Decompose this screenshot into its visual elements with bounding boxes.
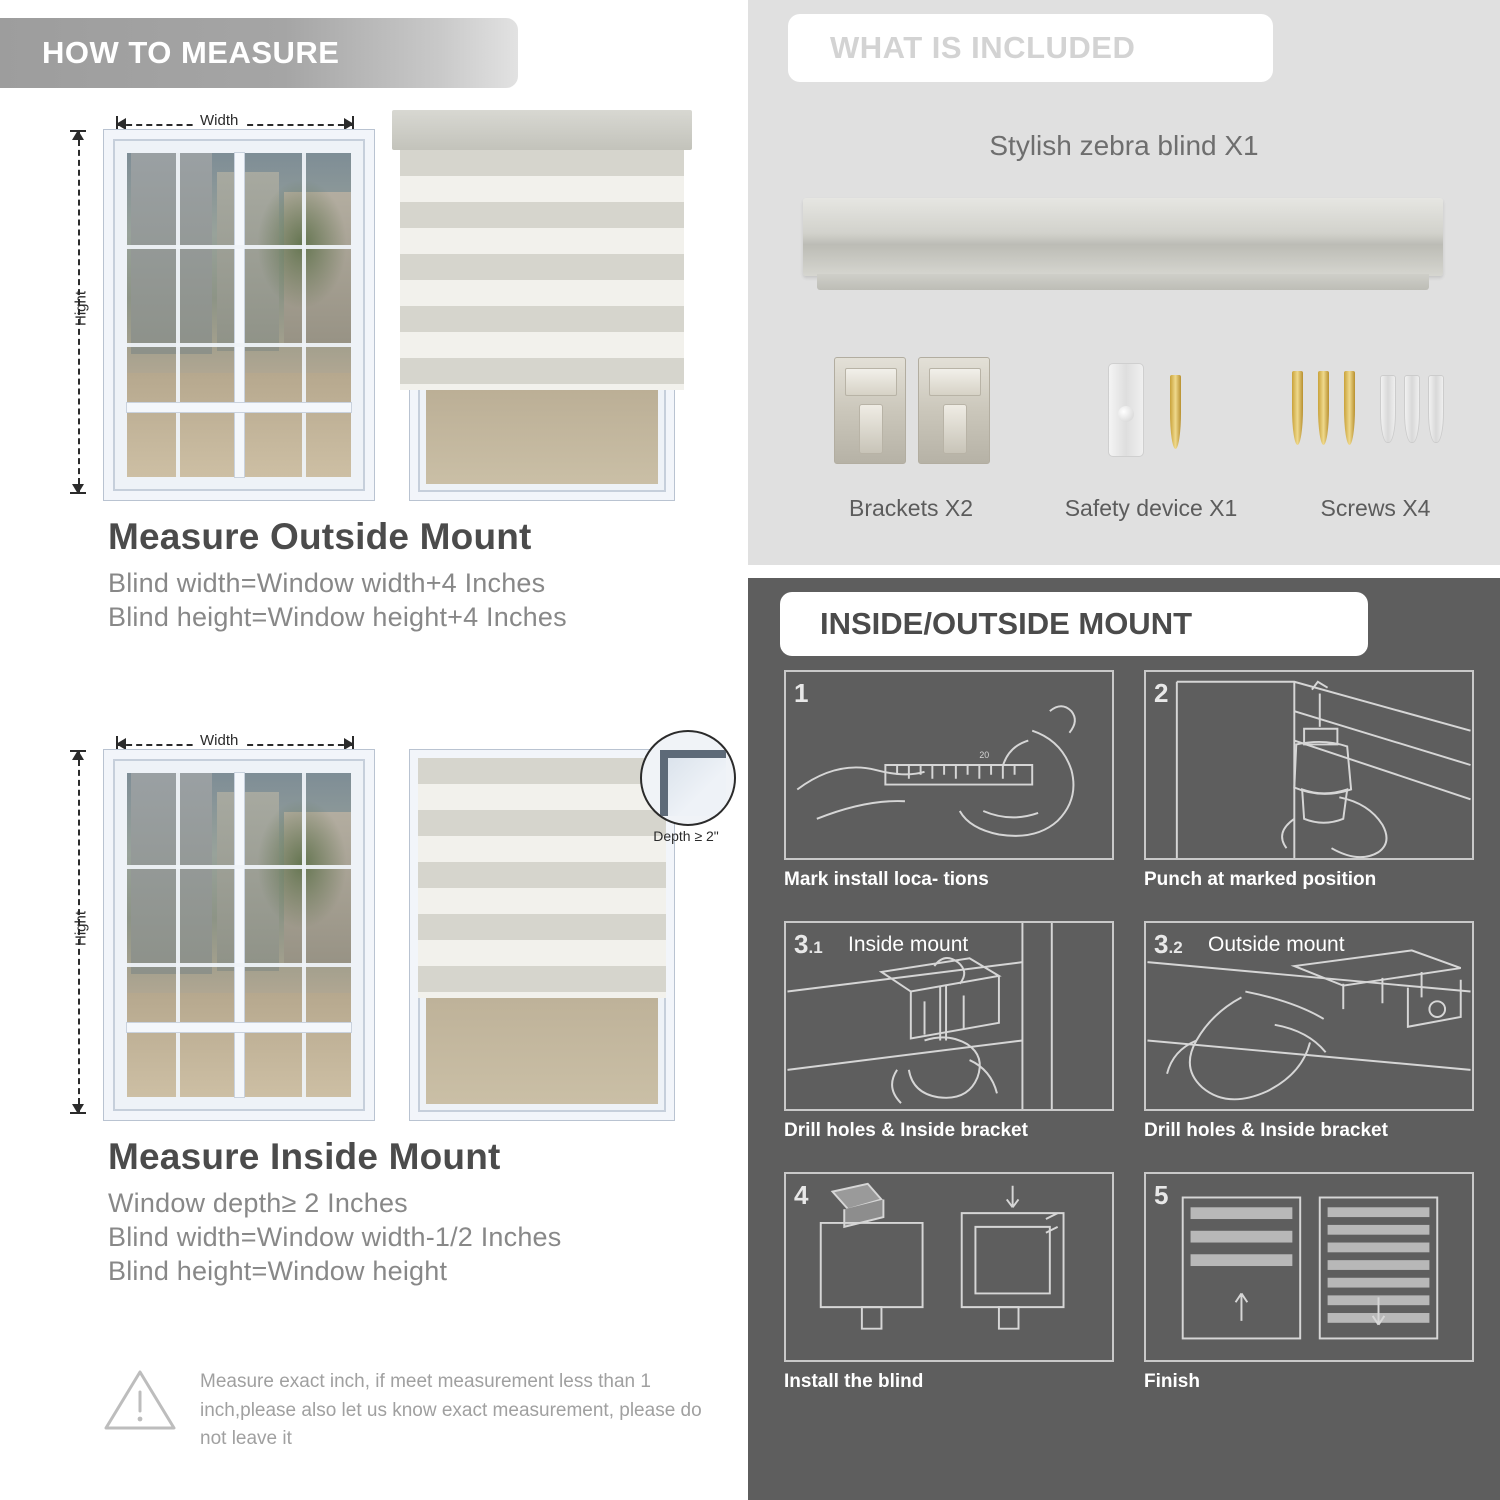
inside-mount-heading: Measure Inside Mount (108, 1136, 501, 1177)
part-brackets (786, 345, 1036, 521)
right-column (748, 0, 1500, 1500)
included-main-item-label: Stylish zebra blind X1 (989, 130, 1259, 161)
warning-triangle-icon (104, 1368, 176, 1432)
safety-screw-icon (1170, 375, 1181, 449)
install-step-1-number: 1 (794, 678, 809, 708)
outside-height-arrow-up (72, 130, 84, 140)
how-to-measure-banner-label: HOW TO MEASURE (42, 35, 340, 70)
blind-window-frame (410, 750, 674, 1120)
install-step-2-number: 2 (1154, 678, 1169, 708)
install-step-5-caption: Finish (1144, 1371, 1200, 1392)
svg-text:20: 20 (979, 750, 990, 761)
install-step-3-1-image (784, 921, 1114, 1111)
blind-fabric (400, 150, 684, 390)
install-step-4-caption: Install the blind (784, 1371, 924, 1392)
screw-icon-3 (1344, 371, 1355, 445)
outside-width-arrow-right (344, 118, 354, 130)
install-step-3-2 (1144, 921, 1474, 1142)
bracket-icon-2 (918, 357, 990, 464)
part-safety-device (1036, 345, 1266, 521)
depth-callout-label: Depth ≥ 2" (653, 828, 719, 844)
part-screws (1268, 345, 1483, 521)
install-step-3-1-number: 3.1 (794, 929, 823, 959)
outside-mount-line-1: Blind width=Window width+4 Inches (108, 568, 546, 598)
outside-mount-diagram (62, 100, 742, 500)
outside-window-illustration (104, 130, 374, 500)
window-frame (104, 750, 374, 1120)
inside-height-arrow-down (72, 1104, 84, 1114)
inside-height-arrow-up (72, 750, 84, 760)
hand-measuring-tape-sketch-icon (786, 672, 1112, 858)
install-step-5 (1144, 1172, 1474, 1393)
depth-callout-icon (640, 730, 736, 826)
inside-outside-mount-section (748, 578, 1500, 1500)
install-step-2 (1144, 670, 1474, 891)
install-step-3-1 (784, 921, 1114, 1142)
inside-outside-mount-banner-label: INSIDE/OUTSIDE MOUNT (820, 606, 1193, 641)
inside-mount-line-2: Blind width=Window width-1/2 Inches (108, 1222, 562, 1252)
outside-mount-line-2: Blind height=Window height+4 Inches (108, 602, 567, 632)
safety-device-icon (1108, 363, 1144, 457)
install-step-1-caption: Mark install loca- tions (784, 869, 989, 890)
outside-width-arrow-left (116, 118, 126, 130)
install-step-3-2-caption: Drill holes & Inside bracket (1144, 1120, 1388, 1141)
inside-height-label: Hight (72, 910, 90, 947)
inside-window-illustration (104, 750, 374, 1120)
outside-height-arrow-down (72, 484, 84, 494)
install-step-3-2-title: Outside mount (1208, 933, 1345, 956)
outside-height-label: Hight (72, 290, 90, 327)
installation-steps-grid (784, 670, 1474, 1393)
blind-headrail (392, 110, 692, 150)
outside-width-label: Width (194, 112, 244, 129)
outside-blind-illustration (392, 110, 692, 500)
inside-mount-block (0, 720, 745, 1287)
blind-fabric (418, 758, 666, 998)
inside-width-arrow-left (116, 738, 126, 750)
install-step-4-image (784, 1172, 1114, 1362)
how-to-measure-section (0, 0, 745, 1500)
install-step-4-number: 4 (794, 1180, 809, 1210)
install-step-5-image (1144, 1172, 1474, 1362)
what-is-included-banner (788, 14, 1273, 82)
install-blind-sketch-icon (786, 1174, 1112, 1360)
finished-blinds-sketch-icon (1146, 1174, 1472, 1360)
part-brackets-label: Brackets X2 (849, 495, 973, 521)
wall-anchor-icon-1 (1380, 375, 1396, 443)
install-step-3-1-caption: Drill holes & Inside bracket (784, 1120, 1028, 1141)
install-step-1 (784, 670, 1114, 891)
inside-mount-diagram (62, 720, 742, 1120)
included-parts-row (748, 345, 1500, 521)
measure-note-text: Measure exact inch, if meet measurement less than 1 inch,please also let us know exact measurement, please do not leave it (200, 1371, 702, 1449)
zebra-blind-product-image (803, 198, 1443, 276)
how-to-measure-banner (0, 18, 518, 88)
window-frame (104, 130, 374, 500)
install-step-3-1-title: Inside mount (848, 933, 969, 956)
install-step-4 (784, 1172, 1114, 1393)
drill-punching-sketch-icon (1146, 672, 1472, 858)
inside-width-arrow-right (344, 738, 354, 750)
part-safety-device-label: Safety device X1 (1064, 495, 1238, 521)
what-is-included-banner-label: WHAT IS INCLUDED (830, 30, 1136, 65)
inside-outside-mount-banner (780, 592, 1368, 656)
install-step-1-image (784, 670, 1114, 860)
measure-note (104, 1368, 704, 1454)
inside-mount-line-3: Blind height=Window height (108, 1256, 448, 1286)
outside-mount-heading: Measure Outside Mount (108, 516, 532, 557)
screw-icon-1 (1292, 371, 1303, 445)
bracket-icon-1 (834, 357, 906, 464)
inside-mount-line-1: Window depth≥ 2 Inches (108, 1188, 408, 1218)
install-step-3-2-number: 3.2 (1154, 929, 1183, 959)
outside-mount-block (0, 100, 745, 633)
install-step-3-2-image (1144, 921, 1474, 1111)
install-step-2-image (1144, 670, 1474, 860)
screw-icon-2 (1318, 371, 1329, 445)
part-screws-label: Screws X4 (1320, 495, 1431, 521)
what-is-included-section (748, 0, 1500, 565)
wall-anchor-icon-2 (1404, 375, 1420, 443)
install-step-5-number: 5 (1154, 1180, 1169, 1210)
install-step-2-caption: Punch at marked position (1144, 869, 1377, 890)
wall-anchor-icon-3 (1428, 375, 1444, 443)
inside-width-label: Width (194, 732, 244, 749)
